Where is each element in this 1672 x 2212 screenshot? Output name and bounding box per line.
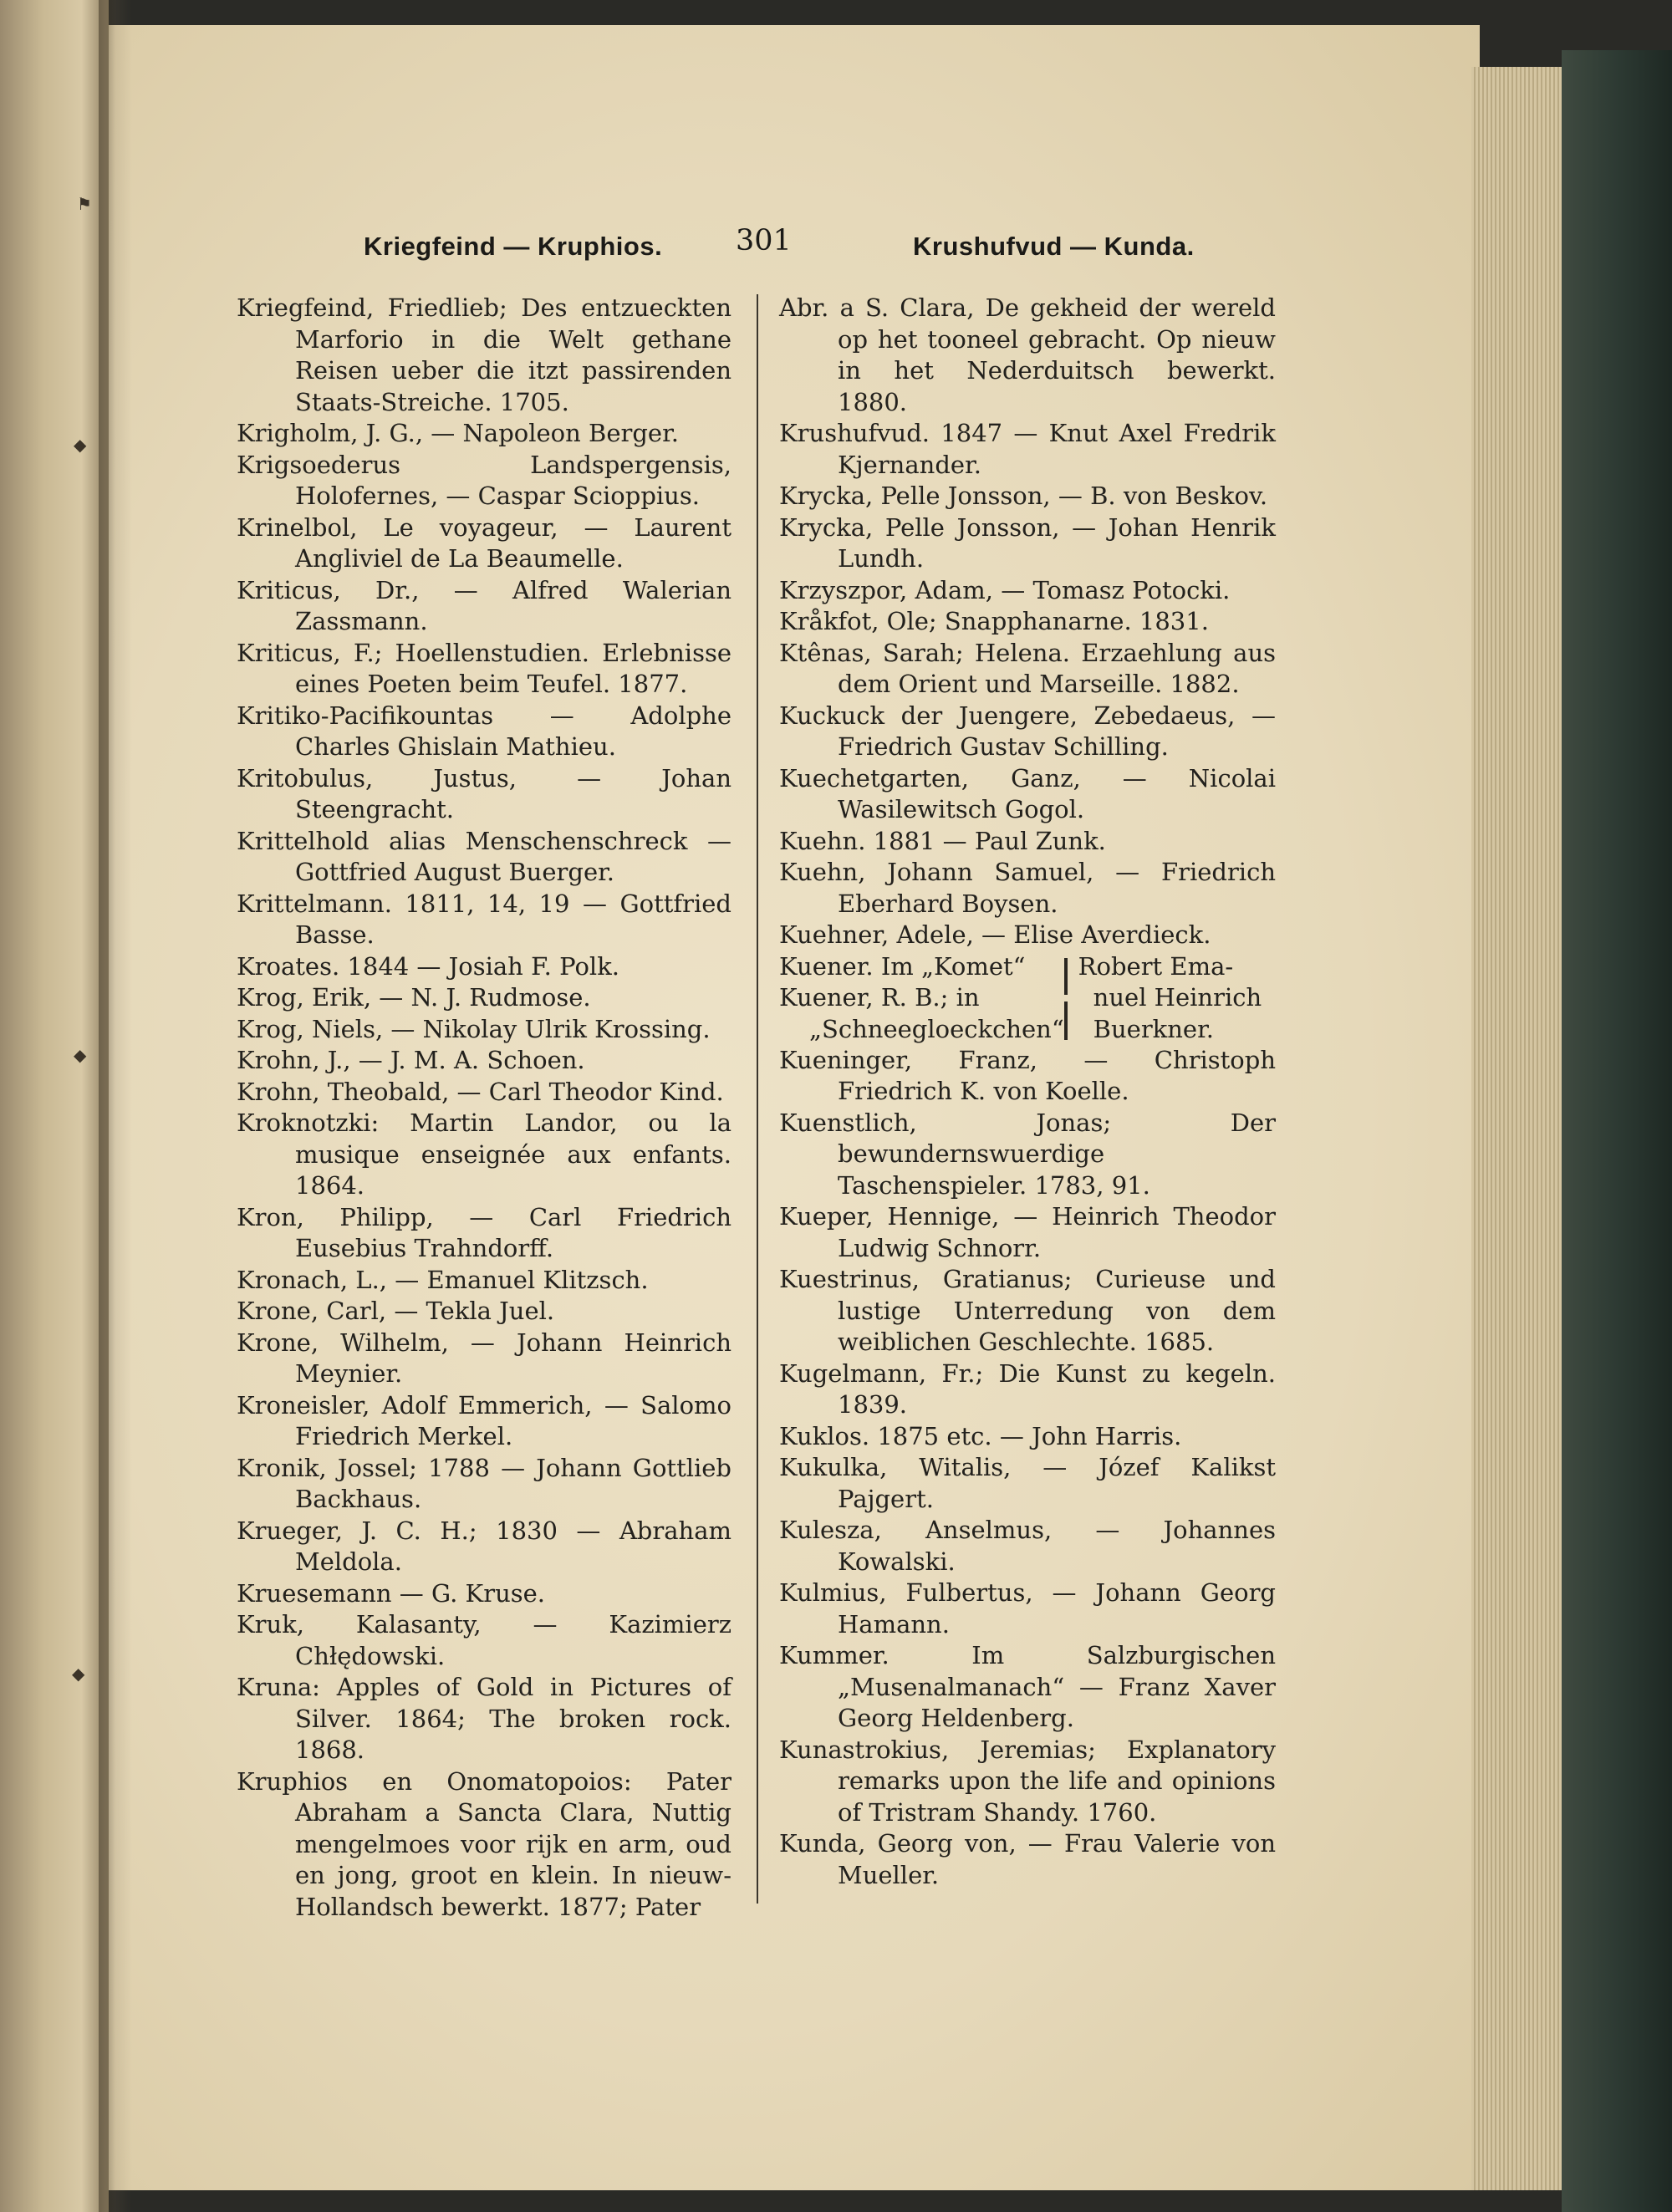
index-entry: Kulesza, Anselmus, — Johannes Kowalski.	[779, 1516, 1276, 1576]
facing-page-edge	[0, 0, 109, 2212]
bracket-entry-kuener	[779, 951, 1276, 1045]
index-entry: Kukulka, Witalis, — Józef Kalikst Pajgert.	[779, 1453, 1276, 1513]
index-entry: Kriticus, Dr., — Alfred Walerian Zassmann.	[237, 575, 732, 635]
index-entry: Krohn, J., — J. M. A. Schoen.	[237, 1046, 585, 1074]
index-entry: Kuklos. 1875 etc. — John Harris.	[779, 1421, 1182, 1450]
index-entry: Kugelmann, Fr.; Die Kunst zu kegeln. 1839.	[779, 1358, 1276, 1419]
page-number: 301	[736, 224, 792, 257]
index-entry: Krog, Niels, — Nikolay Ulrik Krossing.	[237, 1014, 711, 1043]
bracket-right-line: nuel Heinrich	[1093, 983, 1262, 1012]
index-entry: Krigsoederus Landspergensis, Holofernes, — Caspar Scioppius.	[237, 450, 732, 510]
bracket-left-line: „Schneegloeckchen“	[809, 1014, 1064, 1043]
index-entry: Krycka, Pelle Jonsson, — Johan Henrik Lundh.	[779, 512, 1276, 573]
bracket-left-line: Kuener, R. B.; in	[779, 983, 980, 1012]
index-entry: Krueger, J. C. H.; 1830 — Abraham Meldola.	[237, 1516, 732, 1576]
index-entry: Krigholm, J. G., — Napoleon Berger.	[237, 419, 679, 447]
index-entry: Kueninger, Franz, — Christoph Friedrich K. von Koelle.	[779, 1045, 1276, 1105]
page-stack-edges	[1471, 67, 1565, 2190]
index-entry: Kuckuck der Juengere, Zebedaeus, — Friedrich Gustav Schilling.	[779, 701, 1276, 761]
index-entry: Krittelmann. 1811, 14, 19 — Gottfried Basse.	[237, 889, 732, 949]
index-entry: Krone, Wilhelm, — Johann Heinrich Meynier.	[237, 1328, 732, 1388]
running-header	[0, 222, 1672, 263]
index-entry: Krycka, Pelle Jonsson, — B. von Beskov.	[779, 482, 1268, 510]
index-entry: Kroneisler, Adolf Emmerich, — Salomo Friedrich Merkel.	[237, 1390, 732, 1450]
index-entry: Kunda, Georg von, — Frau Valerie von Mueller.	[779, 1829, 1276, 1889]
header-right: Krushufvud — Kunda.	[913, 232, 1195, 261]
right-column-entries-top	[779, 293, 1276, 951]
index-entry: Kruphios en Onomatopoios: Pater Abraham a Sancta Clara, Nuttig mengelmoes voor rijk en arm, oud en jong, groot en klein. In nieuw-Hollandsch bewerkt. 1877; Pater	[237, 1766, 732, 1921]
index-entry: Krzyszpor, Adam, — Tomasz Potocki.	[779, 575, 1231, 604]
right-column	[779, 293, 1276, 1891]
index-entry: Kritobulus, Justus, — Johan Steengracht.	[237, 763, 732, 823]
index-entry: Kuehn. 1881 — Paul Zunk.	[779, 826, 1106, 855]
index-entry: Kuechetgarten, Ganz, — Nicolai Wasilewitsch Gogol.	[779, 763, 1276, 823]
book-cover	[1562, 50, 1672, 2212]
bracket-right-line: Buerkner.	[1093, 1014, 1214, 1043]
index-entry: Krittelhold alias Menschenschreck — Gottfried August Buerger.	[237, 826, 732, 886]
right-column-entries-bottom	[779, 1045, 1276, 1892]
index-entry: Kuenstlich, Jonas; Der bewundernswuerdige Taschenspieler. 1783, 91.	[779, 1108, 1276, 1200]
index-entry: Kunastrokius, Jeremias; Explanatory remarks upon the life and opinions of Tristram Shandy. 1760.	[779, 1735, 1276, 1827]
curly-bracket-icon	[1057, 951, 1075, 1045]
index-entry: Kummer. Im Salzburgischen „Musenalmanach“ — Franz Xaver Georg Heldenberg.	[779, 1641, 1276, 1732]
index-entry: Kronach, L., — Emanuel Klitzsch.	[237, 1265, 649, 1294]
index-entry: Kroates. 1844 — Josiah F. Polk.	[237, 951, 619, 981]
index-entry: Kuehner, Adele, — Elise Averdieck.	[779, 920, 1211, 949]
index-entry: Kråkfot, Ole; Snapphanarne. 1831.	[779, 607, 1209, 635]
index-entry: Krog, Erik, — N. J. Rudmose.	[237, 983, 591, 1012]
index-entry: Krone, Carl, — Tekla Juel.	[237, 1297, 555, 1325]
index-entry: Krinelbol, Le voyageur, — Laurent Angliviel de La Beaumelle.	[237, 512, 732, 573]
index-entry: Kulmius, Fulbertus, — Johann Georg Hamann.	[779, 1578, 1276, 1639]
bracket-entry-left	[779, 951, 1064, 1045]
index-entry: Kriticus, F.; Hoellenstudien. Erlebnisse eines Poeten beim Teufel. 1877.	[237, 638, 732, 698]
index-entry: Kritiko-Pacifikountas — Adolphe Charles Ghislain Mathieu.	[237, 701, 732, 761]
index-entry: Abr. a S. Clara, De gekheid der wereld op het tooneel gebracht. Op nieuw in het Nederduitsch bewerkt. 1880.	[779, 293, 1276, 416]
bracket-right-line: Robert Ema-	[1078, 951, 1234, 981]
left-column	[237, 293, 732, 1923]
margin-mark-icon: ◆	[74, 435, 87, 455]
index-entry: Kuehn, Johann Samuel, — Friedrich Eberhard Boysen.	[779, 858, 1276, 918]
index-entry: Ktênas, Sarah; Helena. Erzaehlung aus dem Orient und Marseille. 1882.	[779, 638, 1276, 698]
index-entry: Kruesemann — G. Kruse.	[237, 1578, 546, 1608]
index-entry: Kueper, Hennige, — Heinrich Theodor Ludwig Schnorr.	[779, 1202, 1276, 1262]
margin-mark-icon: ◆	[72, 1664, 85, 1684]
index-entry: Kruk, Kalasanty, — Kazimierz Chłędowski.	[237, 1610, 732, 1670]
book-gutter	[99, 0, 132, 2212]
margin-mark-icon: ⚑	[77, 194, 92, 214]
index-entry: Kuestrinus, Gratianus; Curieuse und lustige Unterredung von dem weiblichen Geschlechte. 1685.	[779, 1265, 1276, 1356]
index-entry: Kronik, Jossel; 1788 — Johann Gottlieb Backhaus.	[237, 1453, 732, 1513]
index-entry: Kriegfeind, Friedlieb; Des entzueckten Marforio in die Welt gethane Reisen ueber die itzt passirenden Staats-Streiche. 1705.	[237, 293, 732, 416]
index-entry: Krushufvud. 1847 — Knut Axel Fredrik Kjernander.	[779, 419, 1276, 479]
margin-mark-icon: ◆	[74, 1045, 87, 1065]
index-entry: Kroknotzki: Martin Landor, ou la musique enseignée aux enfants. 1864.	[237, 1109, 732, 1200]
bracket-entry-right	[1075, 951, 1276, 1045]
column-divider	[757, 294, 758, 1904]
bracket-left-line: Kuener. Im „Komet“	[779, 951, 1026, 981]
index-entry: Kruna: Apples of Gold in Pictures of Silver. 1864; The broken rock. 1868.	[237, 1673, 732, 1764]
header-left: Kriegfeind — Kruphios.	[364, 232, 663, 261]
index-entry: Krohn, Theobald, — Carl Theodor Kind.	[237, 1077, 724, 1106]
index-entry: Kron, Philipp, — Carl Friedrich Eusebius Trahndorff.	[237, 1202, 732, 1262]
